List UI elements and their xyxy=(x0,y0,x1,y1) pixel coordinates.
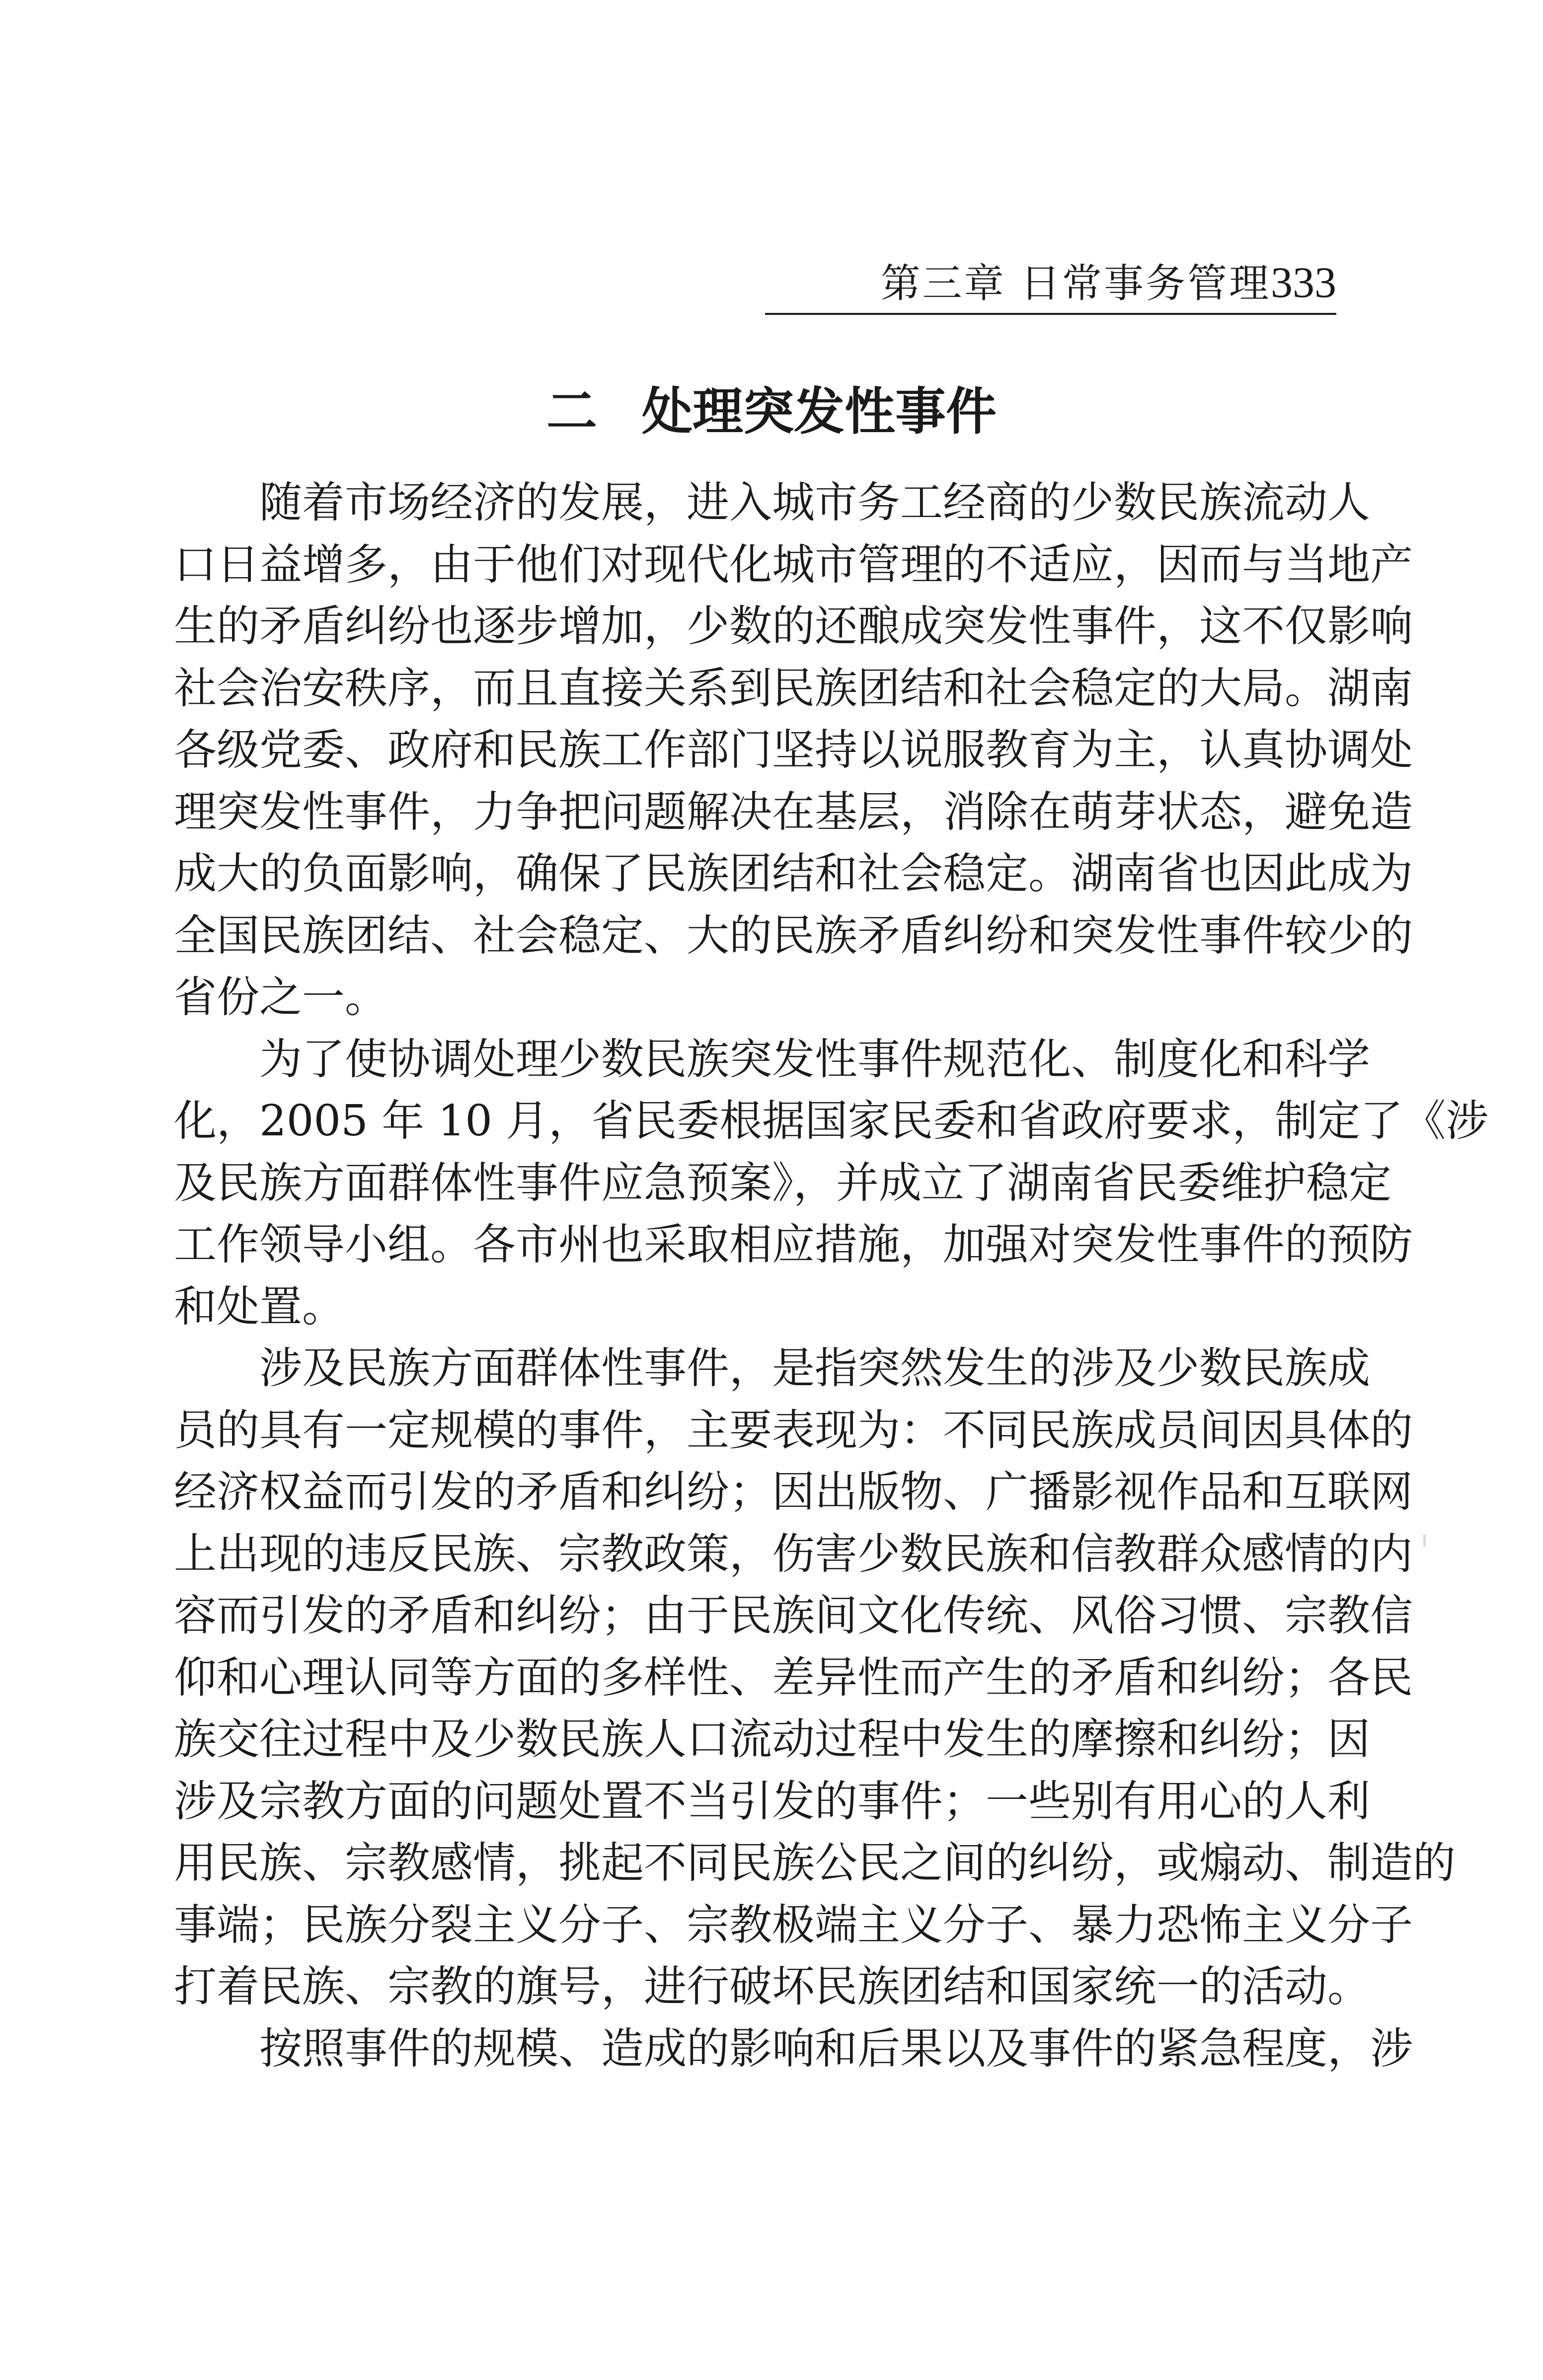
paragraph xyxy=(174,1029,1489,1338)
text-line: 族交往过程中及少数民族人口流动过程中发生的摩擦和纠纷；因 xyxy=(174,1714,1370,1764)
text-line: 事端；民族分裂主义分子、宗教极端主义分子、暴力恐怖主义分子 xyxy=(174,1900,1413,1950)
text-line: 口日益增多，由于他们对现代化城市管理的不适应，因而与当地产 xyxy=(174,539,1413,590)
section-number: 二 xyxy=(546,382,597,442)
text-line: 打着民族、宗教的旗号，进行破坏民族团结和国家统一的活动。 xyxy=(174,1962,1370,2011)
text-line: 用民族、宗教感情，挑起不同民族公民之间的纠纷，或煽动、制造的 xyxy=(174,1838,1456,1888)
text-line: 按照事件的规模、造成的影响和后果以及事件的紧急程度，涉 xyxy=(259,2023,1413,2074)
text-line: 社会治安秩序，而且直接关系到民族团结和社会稳定的大局。湖南 xyxy=(174,663,1413,713)
text-line: 理突发性事件，力争把问题解决在基层，消除在萌芽状态，避免造 xyxy=(174,787,1413,837)
body-text xyxy=(174,472,1489,2080)
text-line: 生的矛盾纠纷也逐步增加，少数的还酿成突发性事件，这不仅影响 xyxy=(174,601,1413,651)
text-line: 省份之一。 xyxy=(174,972,387,1022)
text-line: 涉及宗教方面的问题处置不当引发的事件；一些别有用心的人利 xyxy=(174,1776,1370,1826)
text-line: 为了使协调处理少数民族突发性事件规范化、制度化和科学 xyxy=(259,1034,1370,1084)
scan-mark xyxy=(1423,1535,1426,1547)
text-line: 仰和心理认同等方面的多样性、差异性而产生的矛盾和纠纷；各民 xyxy=(174,1652,1413,1703)
text-line: 容而引发的矛盾和纠纷；由于民族间文化传统、风俗习惯、宗教信 xyxy=(174,1591,1413,1640)
text-line: 成大的负面影响，确保了民族团结和社会稳定。湖南省也因此成为 xyxy=(174,849,1413,898)
section-title: 处理突发性事件 xyxy=(642,382,997,442)
running-header xyxy=(765,258,1336,315)
text-line: 员的具有一定规模的事件，主要表现为：不同民族成员间因具体的 xyxy=(174,1405,1413,1455)
text-line: 涉及民族方面群体性事件，是指突然发生的涉及少数民族成 xyxy=(259,1343,1370,1393)
chapter-title: 第三章 日常事务管理 xyxy=(880,260,1271,306)
section-heading xyxy=(0,377,1543,447)
paragraph xyxy=(174,1338,1456,2018)
text-line: 和处置。 xyxy=(174,1281,345,1332)
text-line: 及民族方面群体性事件应急预案》，并成立了湖南省民委维护稳定 xyxy=(174,1158,1391,1208)
text-line: 工作领导小组。各市州也采取相应措施，加强对突发性事件的预防 xyxy=(174,1220,1413,1269)
text-line: 经济权益而引发的矛盾和纠纷；因出版物、广播影视作品和互联网 xyxy=(174,1467,1413,1517)
paragraph xyxy=(174,2018,1413,2080)
text-line: 化，2005 年 10 月，省民委根据国家民委和省政府要求，制定了《涉 xyxy=(174,1096,1489,1146)
text-line: 全国民族团结、社会稳定、大的民族矛盾纠纷和突发性事件较少的 xyxy=(174,910,1413,961)
text-line: 随着市场经济的发展，进入城市务工经商的少数民族流动人 xyxy=(259,478,1370,527)
paragraph xyxy=(174,472,1413,1029)
text-line: 上出现的违反民族、宗教政策，伤害少数民族和信教群众感情的内 xyxy=(174,1529,1413,1579)
text-line: 各级党委、政府和民族工作部门坚持以说服教育为主，认真协调处 xyxy=(174,725,1413,775)
page-number: 333 xyxy=(1271,259,1336,307)
